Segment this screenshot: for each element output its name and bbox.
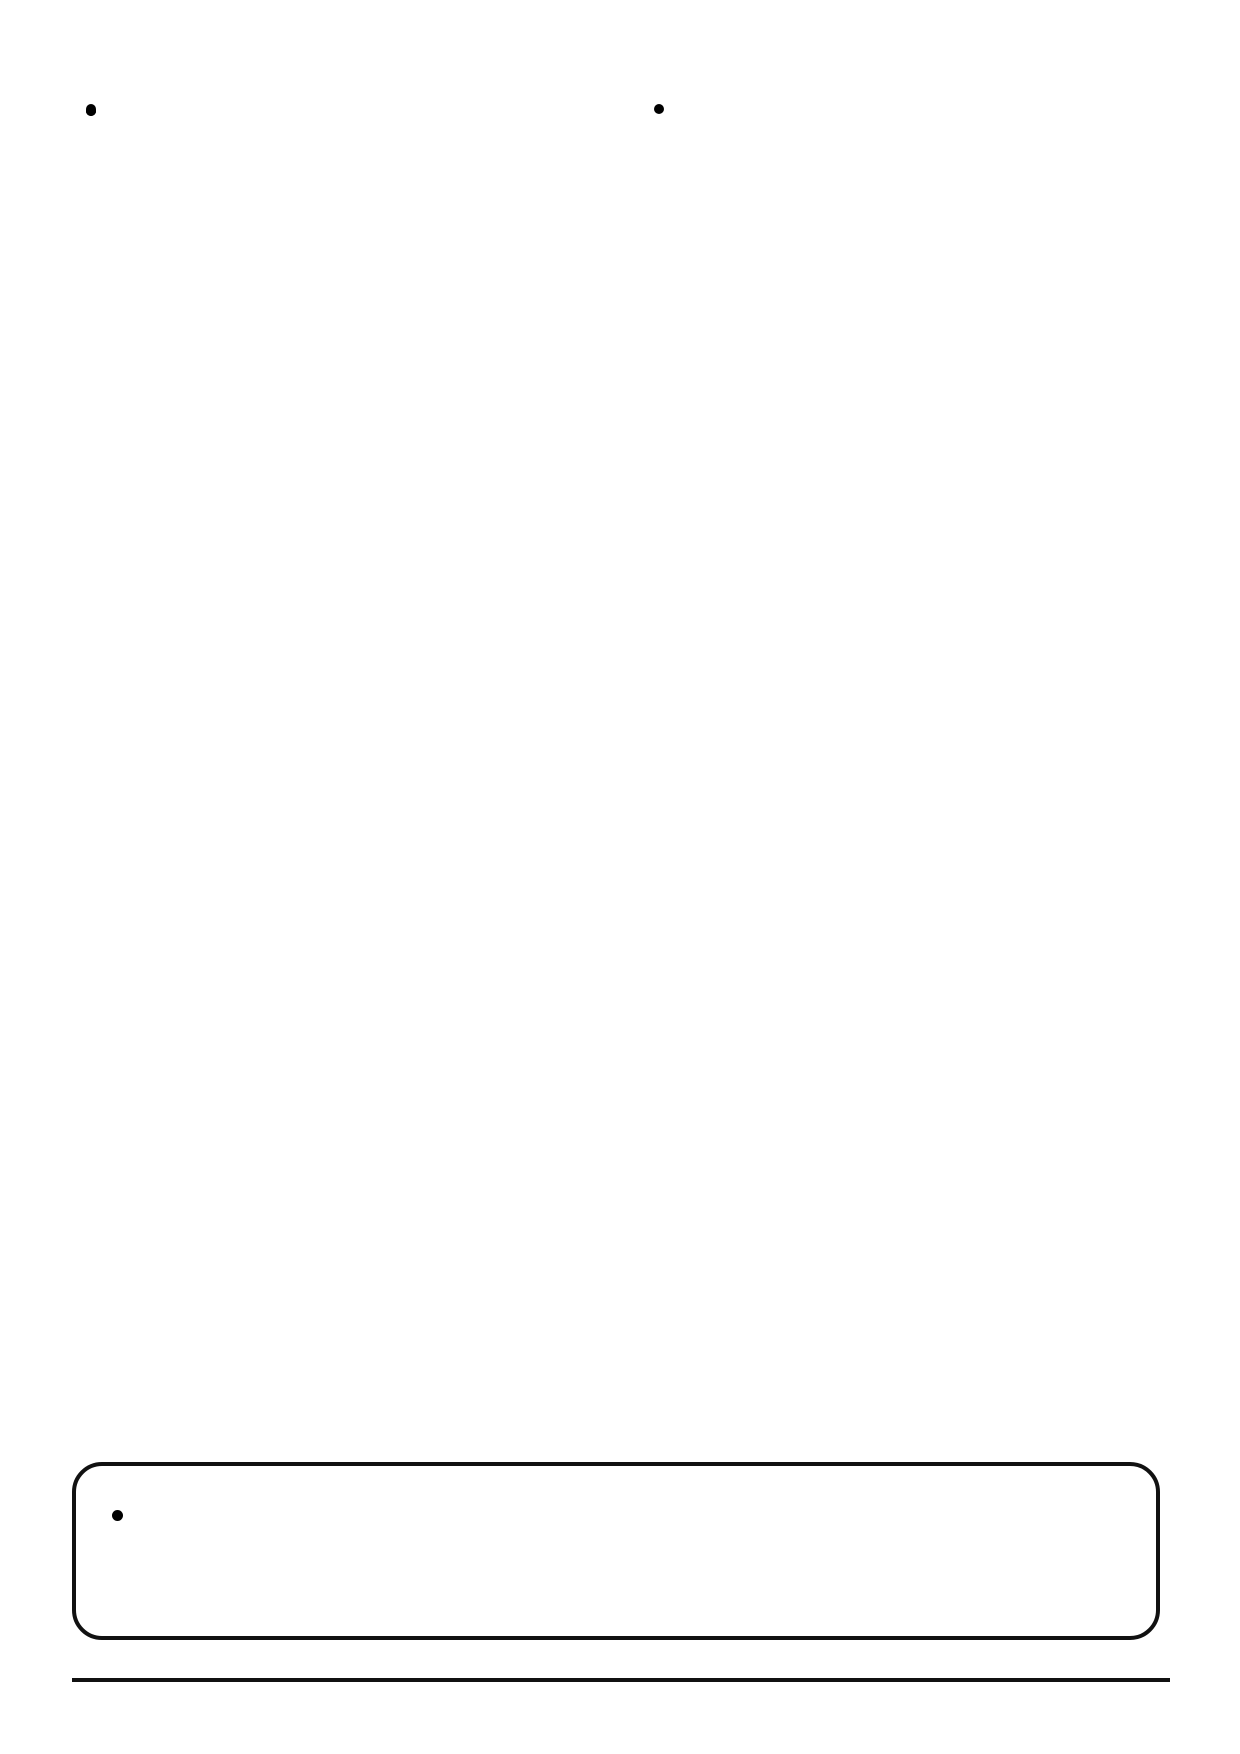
- bullet-dot-icon: [654, 104, 664, 114]
- bottom-divider: [72, 1678, 1170, 1682]
- summary-box: [72, 1462, 1160, 1640]
- summary-bullet-icon: [112, 1510, 123, 1521]
- right-column: [640, 78, 1180, 1438]
- left-column: [72, 78, 612, 1438]
- bullet-dot-icon: [86, 106, 96, 116]
